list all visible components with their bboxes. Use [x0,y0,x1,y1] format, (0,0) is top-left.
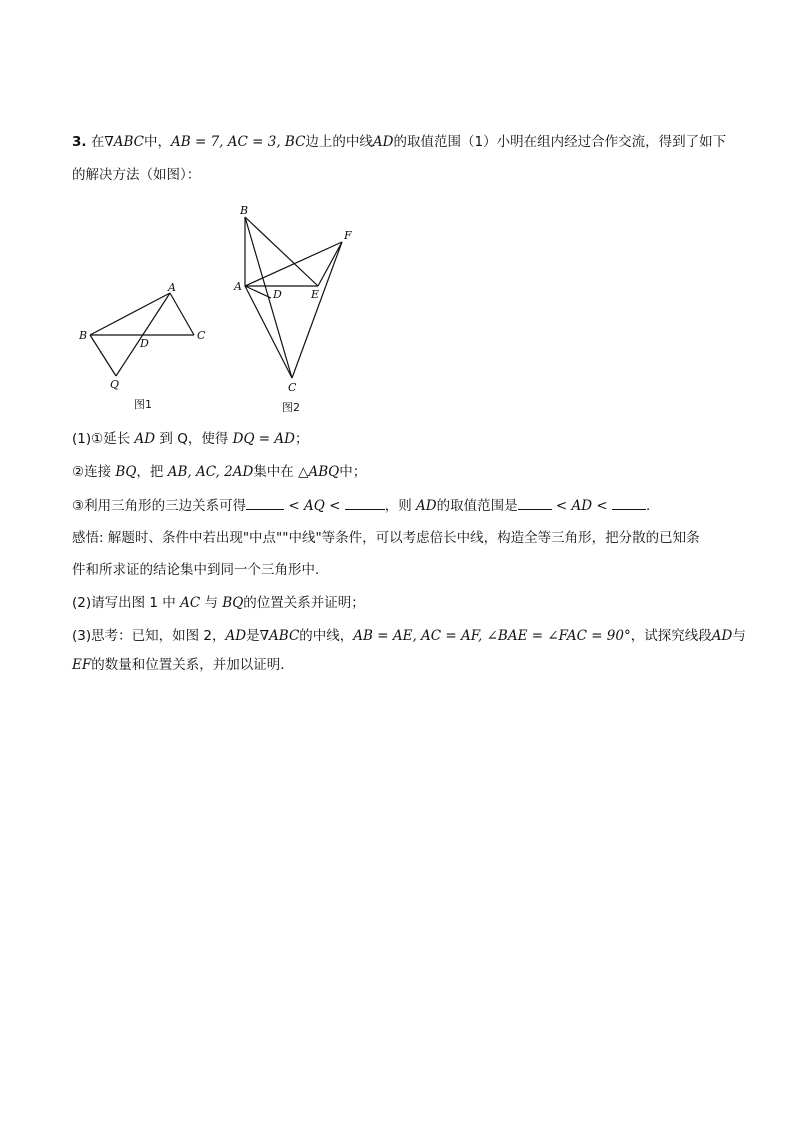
label-C: C [197,329,206,342]
label-A: A [168,281,176,294]
part-3-prefix: (3)思考：已知，如图 2， [72,628,226,644]
answer-blank-3[interactable] [518,496,552,510]
part-3-mid: 是 [246,628,260,644]
step-2-triangle: △ABQ [298,464,340,480]
part-2-bq: BQ [222,595,244,611]
insight-line-1: 感悟: 解题时、条件中若出现"中点""中线"等条件，可以考虑倍长中线，构造全等三角形，把分散的已知条 [72,530,700,546]
part-3-end1: ，试探究线段 [630,628,712,644]
part-2-mid: 与 [204,595,218,611]
figure-2-caption: 图2 [282,401,300,414]
label-Q: Q [110,378,120,391]
step-1-prefix: (1)①延长 [72,431,131,447]
part-3-line-1 [72,627,746,645]
figure-1-caption: 图1 [134,398,152,411]
part-3-conditions: AB = AE, AC = AF, ∠BAE = ∠FAC = 90° [353,628,631,644]
step-2-prefix: ②连接 [72,464,112,480]
part-3-ad-2: AD [711,628,733,644]
figure-2 [230,200,365,418]
given-lengths: AB = 7, AC = 3, BC [171,134,306,150]
segment-AF [245,242,342,286]
step-3-ad: AD [416,498,437,514]
segment-AC [245,286,292,378]
step-2-bq: BQ [115,464,137,480]
step-1 [72,430,732,448]
triangle-symbol: ∇ABC [104,134,145,150]
segment-FC [292,242,342,378]
intro-mid: 中， [144,134,172,150]
label-D: D [273,288,282,301]
step-1-mid: 到 Q，使得 [159,431,229,447]
segment-ad: AD [372,134,394,150]
part-3-line-2-end: 的数量和位置关系，并加以证明． [91,657,294,673]
step-2-mid2: 集中在 [253,464,294,480]
part-2 [72,594,732,612]
step-3-prefix: ③利用三角形的三边关系可得 [72,498,247,514]
label-B: B [79,329,88,342]
part-3-ad: AD [225,628,247,644]
answer-blank-2[interactable] [345,496,385,510]
label-D: D [140,337,149,350]
step-1-end: ； [294,431,309,447]
part-3-end2: 与 [732,628,746,644]
label-B: B [240,204,249,217]
label-A: A [234,280,242,293]
step-2-mid: ，把 [136,464,164,480]
problem-number: 3. [72,134,87,150]
step-3-inequality: < AQ < [288,498,341,514]
part-2-prefix: (2)请写出图 1 中 [72,595,176,611]
part-2-end: 的位置关系并证明； [243,595,365,611]
answer-blank-4[interactable] [612,496,646,510]
label-E: E [311,288,320,301]
step-2 [72,463,732,481]
intro-prefix: 在 [90,134,105,150]
part-3-triangle: ∇ABC [259,628,300,644]
step-3-mid: ，则 [384,498,412,514]
problem-line-1 [72,133,732,151]
step-2-set: AB, AC, 2AD [167,464,254,480]
part-3-mid2: 的中线， [299,628,354,644]
step-1-equation: DQ = AD [232,431,295,447]
segment-BQ [90,335,116,376]
part-2-ac: AC [180,595,201,611]
step-1-ad: AD [134,431,156,447]
segment-AC [170,293,194,335]
step-2-end: 中； [339,464,367,480]
segment-BE [245,217,318,286]
step-3 [72,496,732,515]
figure-1 [72,280,222,415]
intro-end: 的取值范围（1）小明在组内经过合作交流，得到了如下 [393,134,727,150]
part-3-ef: EF [72,657,92,673]
answer-blank-1[interactable] [246,496,284,510]
step-3-end: . [645,498,651,514]
part-3-line-2 [72,656,732,674]
segment-EF [318,242,342,286]
problem-line-2: 的解决方法（如图）： [72,167,201,183]
segment-BA [90,293,170,335]
step-3-mid2: 的取值范围是 [436,498,518,514]
step-3-inequality-2: < AD < [555,498,608,514]
insight-line-2: 件和所求证的结论集中到同一个三角形中． [72,562,329,578]
intro-mid2: 边上的中线 [305,134,373,150]
label-C: C [288,381,297,394]
label-F: F [344,229,352,242]
